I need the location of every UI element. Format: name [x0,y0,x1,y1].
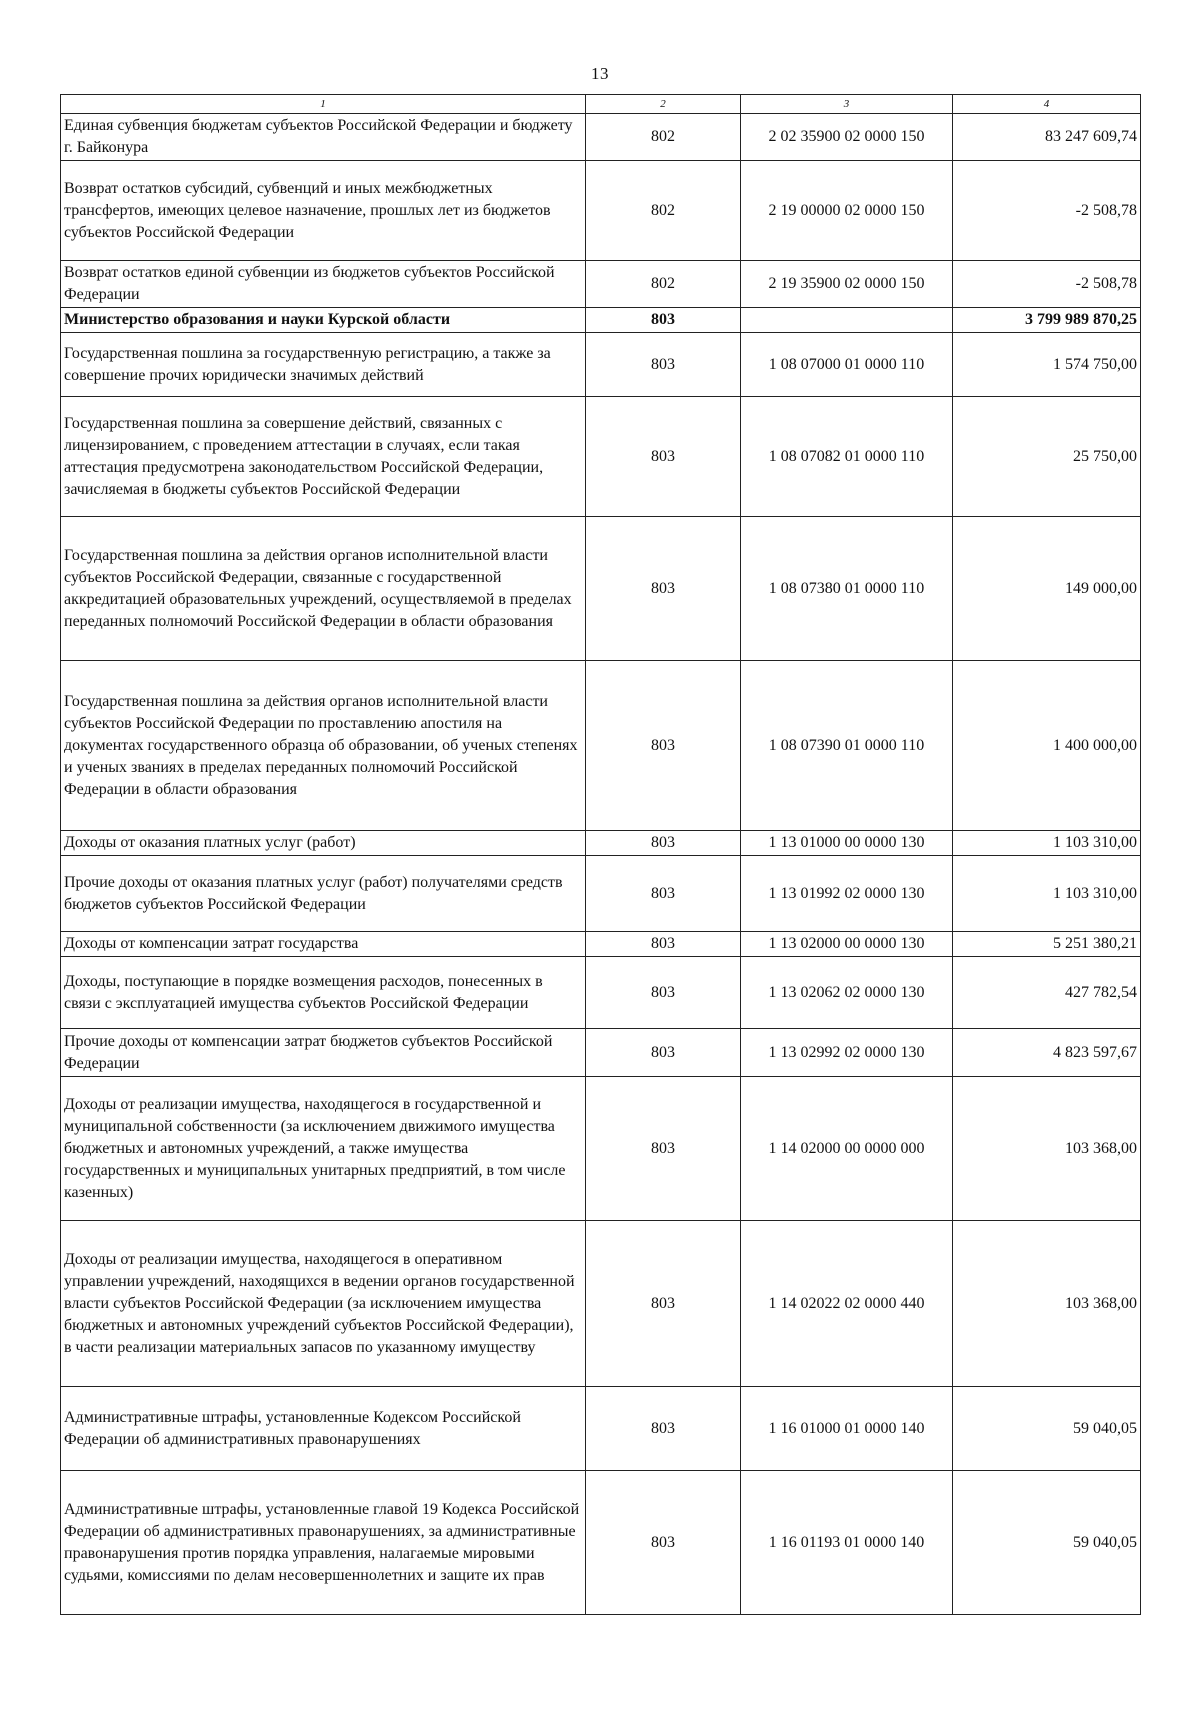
row-amount: 59 040,05 [953,1387,1141,1471]
row-budget-code: 1 13 02992 02 0000 130 [741,1029,953,1077]
table-row [61,517,1141,661]
row-name: Доходы от оказания платных услуг (работ) [61,831,586,856]
row-amount: 83 247 609,74 [953,114,1141,161]
row-budget-code: 2 02 35900 02 0000 150 [741,114,953,161]
row-name: Возврат остатков единой субвенции из бюджетов субъектов Российской Федерации [61,261,586,308]
row-name: Единая субвенция бюджетам субъектов Российской Федерации и бюджету г. Байконура [61,114,586,161]
row-admin-code: 802 [586,161,741,261]
row-name: Доходы от реализации имущества, находящегося в оперативном управлении учреждений, находящихся в ведении органов государственной власти субъектов Российской Федерации (за исключением имущества бюджетных и автономных учреждений субъектов Российской Федерации), в части реализации материальных запасов по указанному имуществу [61,1221,586,1387]
row-budget-code: 1 16 01193 01 0000 140 [741,1471,953,1615]
row-name: Государственная пошлина за действия органов исполнительной власти субъектов Российской Федерации по проставлению апостиля на документах государственного образца об образовании, об ученых степенях и ученых званиях в пределах переданных полномочий Российской Федерации в области образования [61,661,586,831]
row-amount: 1 400 000,00 [953,661,1141,831]
row-budget-code: 1 13 01000 00 0000 130 [741,831,953,856]
row-admin-code: 803 [586,932,741,957]
row-name: Министерство образования и науки Курской области [61,308,586,333]
row-budget-code: 1 14 02022 02 0000 440 [741,1221,953,1387]
row-admin-code: 803 [586,831,741,856]
row-admin-code: 803 [586,397,741,517]
row-amount: 1 103 310,00 [953,831,1141,856]
column-header-4: 4 [953,95,1141,114]
row-name: Государственная пошлина за действия органов исполнительной власти субъектов Российской Федерации, связанные с государственной аккредитацией образовательных учреждений, осуществляемой в пределах переданных полномочий Российской Федерации в области образования [61,517,586,661]
row-budget-code: 2 19 35900 02 0000 150 [741,261,953,308]
row-name: Государственная пошлина за государственную регистрацию, а также за совершение прочих юридически значимых действий [61,333,586,397]
row-name: Административные штрафы, установленные главой 19 Кодекса Российской Федерации об административных правонарушениях, за административные правонарушения против порядка управления, налагаемые мировыми судьями, комиссиями по делам несовершеннолетних и защите их прав [61,1471,586,1615]
row-amount: 4 823 597,67 [953,1029,1141,1077]
row-name: Административные штрафы, установленные Кодексом Российской Федерации об административных правонарушениях [61,1387,586,1471]
table-row [61,661,1141,831]
row-amount: 3 799 989 870,25 [953,308,1141,333]
row-name: Прочие доходы от компенсации затрат бюджетов субъектов Российской Федерации [61,1029,586,1077]
row-admin-code: 802 [586,261,741,308]
table-row [61,161,1141,261]
page-number: 13 [591,64,609,83]
row-budget-code: 1 16 01000 01 0000 140 [741,1387,953,1471]
row-amount: 103 368,00 [953,1221,1141,1387]
revenue-table-container [60,94,1140,1615]
row-budget-code: 1 08 07380 01 0000 110 [741,517,953,661]
row-name: Доходы от реализации имущества, находящегося в государственной и муниципальной собственности (за исключением движимого имущества бюджетных и автономных учреждений, а также имущества государственных и муниципальных унитарных предприятий, в том числе казенных) [61,1077,586,1221]
row-amount: 25 750,00 [953,397,1141,517]
row-budget-code: 2 19 00000 02 0000 150 [741,161,953,261]
column-header-3: 3 [741,95,953,114]
row-amount: -2 508,78 [953,261,1141,308]
row-admin-code: 803 [586,1077,741,1221]
table-row [61,1387,1141,1471]
table-row [61,397,1141,517]
row-name: Прочие доходы от оказания платных услуг (работ) получателями средств бюджетов субъектов Российской Федерации [61,856,586,932]
column-header-2: 2 [586,95,741,114]
table-row [61,1471,1141,1615]
row-budget-code [741,308,953,333]
table-row [61,932,1141,957]
row-admin-code: 803 [586,308,741,333]
revenue-table [60,94,1141,1615]
row-budget-code: 1 13 01992 02 0000 130 [741,856,953,932]
table-row-section-total [61,308,1141,333]
table-row [61,1221,1141,1387]
table-row [61,1077,1141,1221]
row-budget-code: 1 08 07082 01 0000 110 [741,397,953,517]
row-admin-code: 803 [586,957,741,1029]
row-name: Государственная пошлина за совершение действий, связанных с лицензированием, с проведением аттестации в случаях, если такая аттестация предусмотрена законодательством Российской Федерации, зачисляемая в бюджеты субъектов Российской Федерации [61,397,586,517]
row-admin-code: 803 [586,333,741,397]
row-admin-code: 803 [586,856,741,932]
row-amount: 427 782,54 [953,957,1141,1029]
row-amount: 149 000,00 [953,517,1141,661]
row-admin-code: 802 [586,114,741,161]
table-row [61,957,1141,1029]
row-amount: 1 574 750,00 [953,333,1141,397]
row-admin-code: 803 [586,517,741,661]
row-admin-code: 803 [586,1471,741,1615]
row-name: Доходы от компенсации затрат государства [61,932,586,957]
row-amount: -2 508,78 [953,161,1141,261]
row-amount: 1 103 310,00 [953,856,1141,932]
row-name: Возврат остатков субсидий, субвенций и иных межбюджетных трансфертов, имеющих целевое назначение, прошлых лет из бюджетов субъектов Российской Федерации [61,161,586,261]
row-budget-code: 1 13 02062 02 0000 130 [741,957,953,1029]
row-budget-code: 1 08 07390 01 0000 110 [741,661,953,831]
row-admin-code: 803 [586,1387,741,1471]
table-row [61,1029,1141,1077]
row-name: Доходы, поступающие в порядке возмещения расходов, понесенных в связи с эксплуатацией имущества субъектов Российской Федерации [61,957,586,1029]
row-budget-code: 1 13 02000 00 0000 130 [741,932,953,957]
table-row [61,114,1141,161]
row-admin-code: 803 [586,1029,741,1077]
row-admin-code: 803 [586,1221,741,1387]
row-amount: 59 040,05 [953,1471,1141,1615]
column-header-1: 1 [61,95,586,114]
row-admin-code: 803 [586,661,741,831]
row-budget-code: 1 14 02000 00 0000 000 [741,1077,953,1221]
table-row [61,831,1141,856]
table-row [61,856,1141,932]
row-amount: 103 368,00 [953,1077,1141,1221]
row-budget-code: 1 08 07000 01 0000 110 [741,333,953,397]
table-row [61,333,1141,397]
table-row [61,261,1141,308]
table-header-row [61,95,1141,114]
row-amount: 5 251 380,21 [953,932,1141,957]
